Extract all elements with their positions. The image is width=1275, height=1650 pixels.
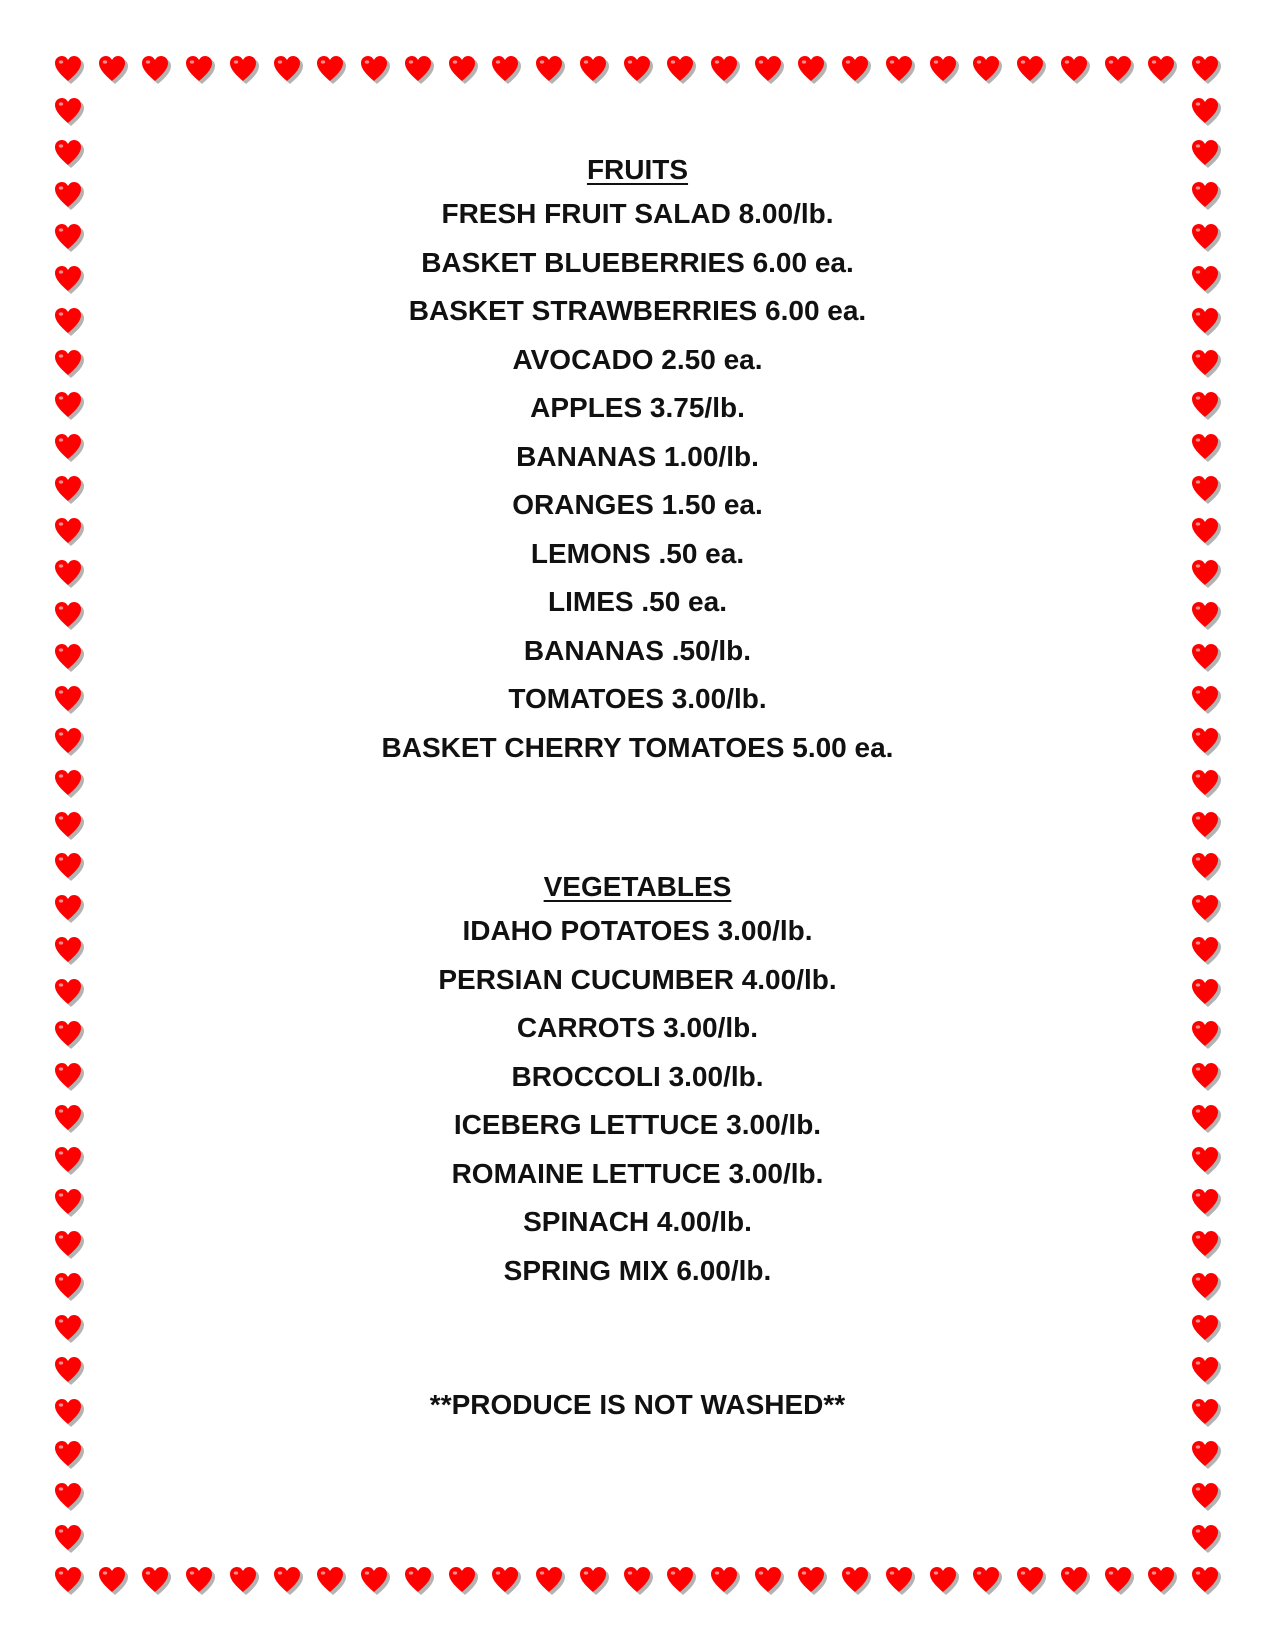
heart-icon xyxy=(53,432,87,464)
heart-icon xyxy=(1015,1565,1049,1597)
heart-icon xyxy=(184,54,218,86)
fruit-item: BASKET BLUEBERRIES 6.00 ea. xyxy=(421,246,854,278)
heart-icon xyxy=(53,390,87,422)
heart-icon xyxy=(1190,1229,1224,1261)
heart-icon xyxy=(184,1565,218,1597)
heart-icon xyxy=(1190,935,1224,967)
heart-icon xyxy=(1190,1019,1224,1051)
heart-icon xyxy=(228,54,262,86)
heart-icon xyxy=(1190,96,1224,128)
heart-icon xyxy=(1190,54,1224,86)
heart-icon xyxy=(1190,977,1224,1009)
heart-icon xyxy=(53,1565,87,1597)
heart-icon xyxy=(971,54,1005,86)
heart-icon xyxy=(359,54,393,86)
heart-icon xyxy=(1190,1061,1224,1093)
heart-icon xyxy=(1190,1523,1224,1555)
heart-icon xyxy=(1190,558,1224,590)
heart-icon xyxy=(53,1355,87,1387)
heart-icon xyxy=(1190,348,1224,380)
heart-icon xyxy=(534,54,568,86)
heart-icon xyxy=(53,138,87,170)
heart-icon xyxy=(971,1565,1005,1597)
fruits-heading: FRUITS xyxy=(586,154,689,185)
fruit-item: LIMES .50 ea. xyxy=(548,586,727,617)
heart-icon xyxy=(1190,684,1224,716)
heart-icon xyxy=(53,96,87,128)
vegetable-item: PERSIAN CUCUMBER 4.00/lb. xyxy=(438,963,837,995)
heart-icon xyxy=(53,558,87,590)
heart-icon xyxy=(140,1565,174,1597)
heart-icon xyxy=(53,1439,87,1471)
heart-icon xyxy=(1190,1103,1224,1135)
heart-icon xyxy=(1190,810,1224,842)
heart-icon xyxy=(315,1565,349,1597)
heart-icon xyxy=(1190,1187,1224,1219)
heart-icon xyxy=(53,54,87,86)
heart-icon xyxy=(928,1565,962,1597)
heart-icon xyxy=(1190,1145,1224,1177)
heart-icon xyxy=(1190,768,1224,800)
heart-icon xyxy=(1059,54,1093,86)
fruit-item: TOMATOES 3.00/lb. xyxy=(508,683,767,714)
fruit-item: ORANGES 1.50 ea. xyxy=(512,489,763,520)
heart-icon xyxy=(53,977,87,1009)
heart-icon xyxy=(1190,642,1224,674)
heart-icon xyxy=(1190,1313,1224,1345)
fruit-item: BANANAS 1.00/lb. xyxy=(516,440,759,472)
heart-icon xyxy=(1015,54,1049,86)
heart-icon xyxy=(140,54,174,86)
heart-icon xyxy=(1059,1565,1093,1597)
produce-notice: **PRODUCE IS NOT WASHED** xyxy=(429,1389,846,1420)
vegetable-item: SPINACH 4.00/lb. xyxy=(523,1206,752,1237)
heart-icon xyxy=(53,1187,87,1219)
heart-icon xyxy=(1190,1439,1224,1471)
heart-icon xyxy=(840,54,874,86)
menu-content xyxy=(150,150,1125,1425)
heart-icon xyxy=(490,54,524,86)
fruit-item: AVOCADO 2.50 ea. xyxy=(512,343,763,375)
heart-icon xyxy=(272,1565,306,1597)
heart-icon xyxy=(1190,306,1224,338)
heart-icon xyxy=(53,1397,87,1429)
heart-icon xyxy=(1190,474,1224,506)
heart-icon xyxy=(447,1565,481,1597)
fruit-item: LEMONS .50 ea. xyxy=(530,537,745,569)
heart-icon xyxy=(1190,222,1224,254)
heart-icon xyxy=(53,1271,87,1303)
heart-icon xyxy=(622,54,656,86)
heart-icon xyxy=(490,1565,524,1597)
fruit-item: APPLES 3.75/lb. xyxy=(530,392,745,423)
heart-icon xyxy=(1190,1355,1224,1387)
heart-icon xyxy=(1190,726,1224,758)
heart-icon xyxy=(53,726,87,758)
heart-icon xyxy=(359,1565,393,1597)
heart-icon xyxy=(53,1229,87,1261)
heart-icon xyxy=(578,54,612,86)
heart-icon xyxy=(928,54,962,86)
heart-icon xyxy=(97,1565,131,1597)
heart-icon xyxy=(1190,432,1224,464)
heart-icon xyxy=(1190,1397,1224,1429)
heart-icon xyxy=(53,600,87,632)
heart-icon xyxy=(709,54,743,86)
heart-icon xyxy=(1190,893,1224,925)
heart-icon xyxy=(1190,600,1224,632)
heart-icon xyxy=(53,474,87,506)
heart-icon xyxy=(753,1565,787,1597)
heart-icon xyxy=(97,54,131,86)
heart-icon xyxy=(53,1019,87,1051)
heart-icon xyxy=(840,1565,874,1597)
heart-icon xyxy=(53,893,87,925)
vegetables-section xyxy=(150,867,1125,1295)
heart-icon xyxy=(53,516,87,548)
heart-icon xyxy=(578,1565,612,1597)
vegetables-list xyxy=(150,907,1125,1295)
heart-icon xyxy=(1190,1481,1224,1513)
heart-icon xyxy=(665,54,699,86)
heart-icon xyxy=(53,264,87,296)
heart-icon xyxy=(403,54,437,86)
vegetable-item: ROMAINE LETTUCE 3.00/lb. xyxy=(451,1157,824,1189)
heart-icon xyxy=(884,1565,918,1597)
heart-icon xyxy=(53,768,87,800)
heart-icon xyxy=(53,1061,87,1093)
fruit-item: BANANAS .50/lb. xyxy=(523,634,752,666)
heart-icon xyxy=(1190,1565,1224,1597)
vegetable-item: ICEBERG LETTUCE 3.00/lb. xyxy=(453,1109,822,1140)
heart-icon xyxy=(53,1481,87,1513)
heart-icon xyxy=(447,54,481,86)
fruit-item: BASKET CHERRY TOMATOES 5.00 ea. xyxy=(381,731,894,763)
heart-icon xyxy=(1190,180,1224,212)
heart-icon xyxy=(315,54,349,86)
vegetable-item: IDAHO POTATOES 3.00/lb. xyxy=(462,915,813,946)
fruit-item: FRESH FRUIT SALAD 8.00/lb. xyxy=(441,198,834,229)
fruit-item: BASKET STRAWBERRIES 6.00 ea. xyxy=(408,295,867,326)
heart-icon xyxy=(1190,138,1224,170)
heart-icon xyxy=(1146,54,1180,86)
heart-icon xyxy=(665,1565,699,1597)
heart-icon xyxy=(53,1103,87,1135)
heart-icon xyxy=(1190,264,1224,296)
vegetable-item: BROCCOLI 3.00/lb. xyxy=(511,1060,764,1092)
heart-icon xyxy=(53,1313,87,1345)
heart-icon xyxy=(796,1565,830,1597)
vegetable-item: CARROTS 3.00/lb. xyxy=(516,1012,759,1043)
heart-icon xyxy=(753,54,787,86)
heart-icon xyxy=(53,348,87,380)
heart-icon xyxy=(1190,851,1224,883)
heart-icon xyxy=(622,1565,656,1597)
heart-icon xyxy=(53,306,87,338)
heart-icon xyxy=(403,1565,437,1597)
heart-icon xyxy=(228,1565,262,1597)
heart-icon xyxy=(1103,1565,1137,1597)
fruits-list xyxy=(150,190,1125,772)
heart-icon xyxy=(534,1565,568,1597)
heart-icon xyxy=(53,222,87,254)
vegetable-item: SPRING MIX 6.00/lb. xyxy=(503,1254,772,1286)
heart-icon xyxy=(53,935,87,967)
heart-icon xyxy=(1190,1271,1224,1303)
heart-icon xyxy=(1190,516,1224,548)
heart-icon xyxy=(53,684,87,716)
heart-icon xyxy=(53,180,87,212)
heart-icon xyxy=(1190,390,1224,422)
heart-icon xyxy=(884,54,918,86)
vegetables-heading: VEGETABLES xyxy=(543,871,732,902)
heart-icon xyxy=(272,54,306,86)
fruits-section xyxy=(150,150,1125,772)
heart-icon xyxy=(796,54,830,86)
heart-icon xyxy=(53,1145,87,1177)
heart-icon xyxy=(53,851,87,883)
heart-icon xyxy=(1103,54,1137,86)
heart-icon xyxy=(1146,1565,1180,1597)
heart-icon xyxy=(53,642,87,674)
heart-icon xyxy=(53,1523,87,1555)
heart-icon xyxy=(709,1565,743,1597)
heart-icon xyxy=(53,810,87,842)
